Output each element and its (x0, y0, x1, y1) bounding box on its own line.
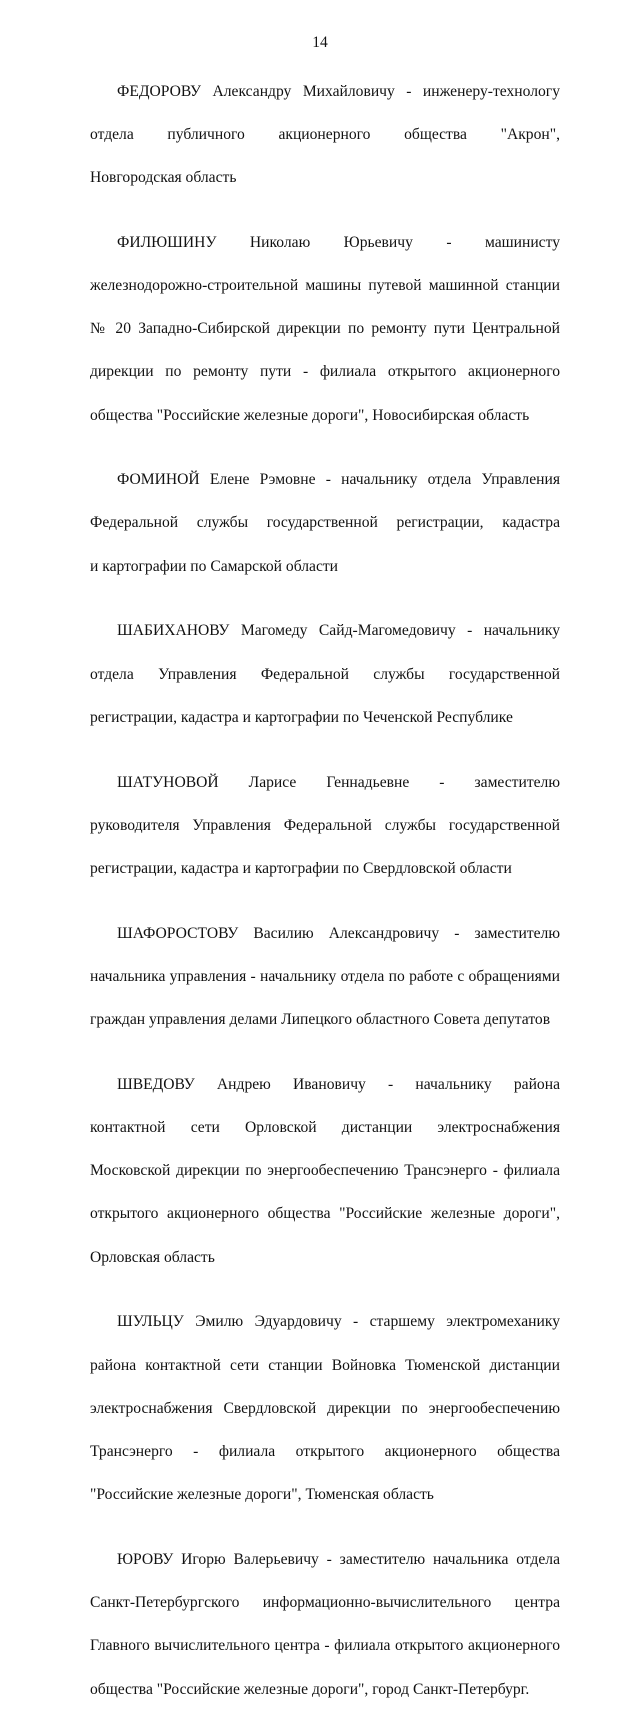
list-item (90, 901, 560, 1052)
entry-line: ФЕДОРОВУ Александру Михайловичу - инженеру-технологу (117, 82, 560, 100)
entry-line: ШАТУНОВОЙ Ларисе Геннадьевне - заместителю (117, 773, 560, 791)
entry-line: начальника управления - начальнику отдела по работе с обращениями (90, 967, 560, 985)
entry-line: ФОМИНОЙ Елене Рэмовне - начальнику отдела Управления (117, 471, 560, 489)
entry-line: ФИЛЮШИНУ Николаю Юрьевичу - машинисту (117, 233, 560, 251)
list-item (90, 599, 560, 750)
entry-line: граждан управления делами Липецкого областного Совета депутатов (90, 1011, 551, 1029)
list-item (90, 210, 560, 448)
entry-line: контактной сети Орловской дистанции электроснабжения (90, 1119, 560, 1137)
entry-line: ШАБИХАНОВУ Магомеду Сайд-Магомедовичу - начальнику (117, 622, 560, 640)
entry-line: Московской дирекции по энергообеспечению Трансэнерго - филиала (90, 1162, 560, 1180)
entry-line: руководителя Управления Федеральной службы государственной (90, 816, 560, 834)
entry-line: общества "Российские железные дороги", Новосибирская область (90, 406, 530, 424)
page-number: 14 (312, 34, 328, 51)
list-item (90, 750, 560, 901)
entry-line: ШУЛЬЦУ Эмилю Эдуардовичу - старшему электромеханику (117, 1313, 560, 1331)
entry-line: регистрации, кадастра и картографии по Чеченской Республике (90, 708, 513, 726)
entry-line: дирекции по ремонту пути - филиала открытого акционерного (90, 363, 560, 381)
entry-line: электроснабжения Свердловской дирекции по энергообеспечению (90, 1399, 560, 1417)
entry-line: регистрации, кадастра и картографии по Свердловской области (90, 859, 512, 877)
entry-line: и картографии по Самарской области (90, 557, 339, 575)
list-item (90, 1052, 560, 1290)
entry-line: ШВЕДОВУ Андрею Ивановичу - начальнику района (117, 1075, 560, 1093)
entry-line: отдела Управления Федеральной службы государственной (90, 665, 560, 683)
entry-line: отдела публичного акционерного общества "Акрон", (90, 125, 560, 143)
entry-line: Главного вычислительного центра - филиала открытого акционерного (90, 1637, 560, 1655)
award-list (90, 59, 560, 1722)
entry-line: Трансэнерго - филиала открытого акционерного общества (90, 1443, 560, 1460)
entry-line: Федеральной службы государственной регистрации, кадастра (90, 514, 560, 532)
entry-line: Санкт-Петербургского информационно-вычислительного центра (90, 1594, 560, 1612)
entry-line: открытого акционерного общества "Российские железные дороги", (90, 1205, 560, 1223)
list-item (90, 1290, 560, 1528)
entry-line: ЮРОВУ Игорю Валерьевичу - заместителю начальника отдела (117, 1550, 560, 1568)
list-item (90, 1527, 560, 1721)
entry-line: железнодорожно-строительной машины путевой машинной станции (90, 276, 560, 294)
entry-line: № 20 Западно-Сибирской дирекции по ремонту пути Центральной (90, 320, 560, 338)
entry-line: ШАФОРОСТОВУ Василию Александровичу - заместителю (117, 924, 560, 942)
list-item (90, 59, 560, 210)
entry-line: района контактной сети станции Войновка Тюменской дистанции (90, 1356, 560, 1374)
entry-line: общества "Российские железные дороги", город Санкт-Петербург. (90, 1680, 530, 1698)
list-item (90, 448, 560, 599)
entry-line: Новгородская область (90, 168, 237, 186)
entry-line: "Российские железные дороги", Тюменская область (90, 1486, 434, 1504)
entry-line: Орловская область (90, 1248, 215, 1266)
